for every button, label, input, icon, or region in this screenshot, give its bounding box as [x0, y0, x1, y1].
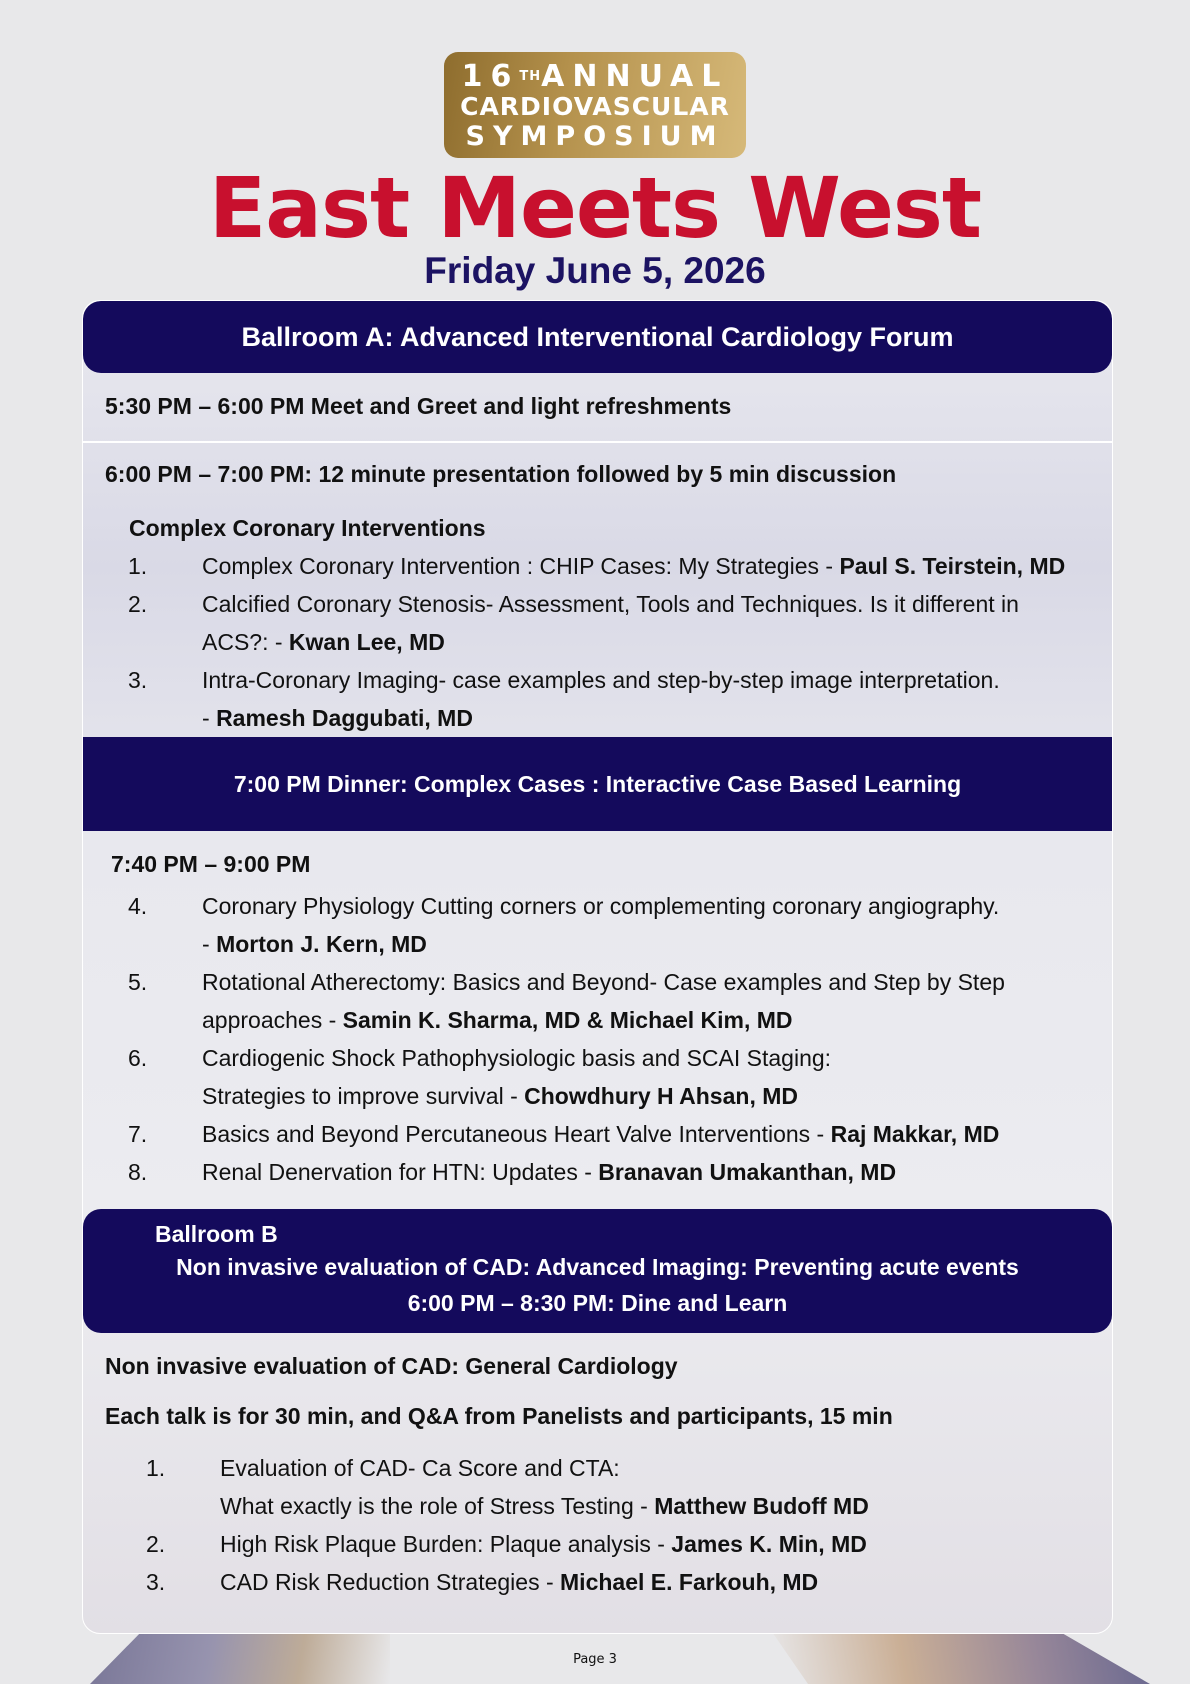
talk-title: Renal Denervation for HTN: Updates - Branavan Umakanthan, MD — [202, 1159, 897, 1185]
list-number: 7. — [128, 1121, 148, 1147]
speaker-name: Ramesh Daggubati, MD — [216, 705, 473, 731]
list-number: 3. — [146, 1569, 166, 1595]
speaker-name: Paul S. Teirstein, MD — [839, 553, 1066, 579]
speaker-name: Matthew Budoff MD — [654, 1493, 869, 1519]
talk-title-cont: Strategies to improve survival - Chowdhury H Ahsan, MD — [202, 1083, 798, 1109]
dinner-header: 7:00 PM Dinner: Complex Cases : Interactive Case Based Learning — [83, 737, 1112, 831]
list-number: 3. — [128, 667, 148, 693]
talk-title-cont: - Morton J. Kern, MD — [202, 931, 427, 957]
talk-title: CAD Risk Reduction Strategies - Michael E. Farkouh, MD — [220, 1569, 819, 1595]
talk-title: Cardiogenic Shock Pathophysiologic basis and SCAI Staging: — [202, 1045, 832, 1071]
talk-title: Calcified Coronary Stenosis- Assessment, Tools and Techniques. Is it different in — [202, 591, 1019, 617]
list-number: 8. — [128, 1159, 148, 1185]
list-number: 2. — [128, 591, 148, 617]
list-number: 2. — [146, 1531, 166, 1557]
ballroom-a-header: Ballroom A: Advanced Interventional Cardiology Forum — [83, 301, 1112, 373]
divider — [83, 441, 1112, 443]
talk-title: Intra-Coronary Imaging- case examples and step-by-step image interpretation. — [202, 667, 1000, 693]
event-date: Friday June 5, 2026 — [424, 250, 766, 291]
talk-title: Rotational Atherectomy: Basics and Beyond- Case examples and Step by Step — [202, 969, 1005, 995]
speaker-name: Chowdhury H Ahsan, MD — [524, 1083, 798, 1109]
program-panel — [82, 300, 1113, 1634]
evening-time: 7:40 PM – 9:00 PM — [111, 851, 311, 877]
page-title: East Meets West — [208, 159, 982, 257]
list-number: 5. — [128, 969, 148, 995]
presentation-format: 6:00 PM – 7:00 PM: 12 minute presentation followed by 5 min discussion — [105, 461, 897, 487]
page-number: Page 3 — [573, 1652, 617, 1667]
ballroom-b-title: Ballroom B — [155, 1221, 278, 1247]
talk-title-cont: approaches - Samin K. Sharma, MD & Michael Kim, MD — [202, 1007, 793, 1033]
list-number: 6. — [128, 1045, 148, 1071]
meet-greet: 5:30 PM – 6:00 PM Meet and Greet and light refreshments — [105, 393, 732, 419]
talk-title-cont: ACS?: - Kwan Lee, MD — [202, 629, 445, 655]
ballroom-b-header — [83, 1209, 1112, 1333]
list-number: 1. — [128, 553, 148, 579]
list-number: 1. — [146, 1455, 166, 1481]
speaker-name: James K. Min, MD — [671, 1531, 867, 1557]
talk-title: High Risk Plaque Burden: Plaque analysis - James K. Min, MD — [220, 1531, 867, 1557]
list-number: 4. — [128, 893, 148, 919]
ballroom-b-time: 6:00 PM – 8:30 PM: Dine and Learn — [407, 1290, 788, 1316]
speaker-name: Kwan Lee, MD — [288, 629, 445, 655]
talk-title: Basics and Beyond Percutaneous Heart Valve Interventions - Raj Makkar, MD — [202, 1121, 1000, 1147]
talk-title-cont: What exactly is the role of Stress Testing - Matthew Budoff MD — [220, 1493, 869, 1519]
talk-title: Complex Coronary Intervention : CHIP Cases: My Strategies - Paul S. Teirstein, MD — [202, 553, 1066, 579]
talk-title: Evaluation of CAD- Ca Score and CTA: — [220, 1455, 620, 1481]
speaker-name: Samin K. Sharma, MD & Michael Kim, MD — [342, 1007, 793, 1033]
speaker-name: Morton J. Kern, MD — [216, 931, 427, 957]
ballroom-b-subtitle: Non invasive evaluation of CAD: General Cardiology — [105, 1353, 678, 1379]
section-title: Complex Coronary Interventions — [129, 515, 486, 541]
talk-title: Coronary Physiology Cutting corners or complementing coronary angiography. — [202, 893, 1000, 919]
symposium-badge: 16THANNUAL CARDIOVASCULAR SYMPOSIUM — [444, 52, 746, 158]
talk-title-cont: - Ramesh Daggubati, MD — [202, 705, 473, 731]
ballroom-b-topic: Non invasive evaluation of CAD: Advanced Imaging: Preventing acute events — [176, 1254, 1019, 1280]
speaker-name: Michael E. Farkouh, MD — [560, 1569, 819, 1595]
ballroom-b-format: Each talk is for 30 min, and Q&A from Panelists and participants, 15 min — [105, 1403, 893, 1429]
speaker-name: Raj Makkar, MD — [830, 1121, 1000, 1147]
speaker-name: Branavan Umakanthan, MD — [598, 1159, 897, 1185]
